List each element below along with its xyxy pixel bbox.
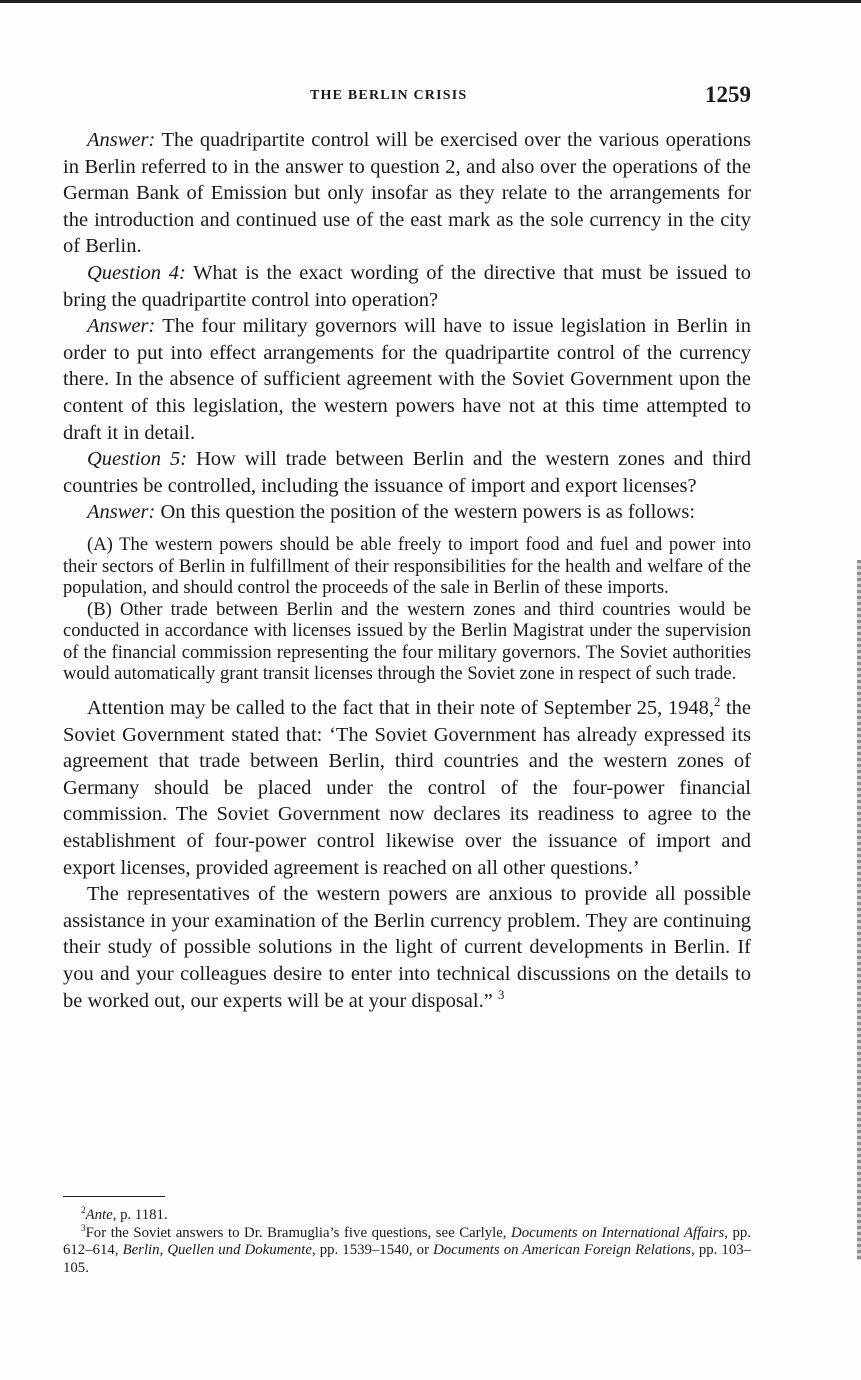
paragraph-question-4 (63, 260, 751, 313)
paragraph-text: The quadripartite control will be exercised over the various operations in Berlin referred to in the answer to question 2, and also over the operations of the German Bank of Emission but only insofar as they relate to the arrangements for the introduction and continued use of the east mark as the sole currency in the city of Berlin. (63, 129, 751, 258)
footnote-2 (63, 1207, 751, 1225)
paragraph-attention (63, 695, 751, 881)
paragraph-text: The four military governors will have to issue legislation in Berlin in order to put into effect arrangements for the quadripartite control of the currency there. In the absence of sufficient agreement with the Soviet Government upon the content of this legislation, the western powers have not at this time attempted to draft it in detail. (63, 315, 751, 444)
footnote-ante: Ante (85, 1207, 113, 1223)
footnote-text: , p. 1181. (112, 1207, 168, 1223)
footnote-text: , pp. 1539–1540, or (311, 1242, 434, 1258)
footnote-title: Berlin, Quellen und Dokumente (122, 1242, 312, 1258)
running-header (63, 84, 751, 112)
running-title: THE BERLIN CRISIS (310, 88, 468, 103)
paragraph-text: How will trade between Berlin and the western zones and third countries be controlled, including the issuance of import and export licenses? (63, 448, 751, 497)
sub-item-a: (A) The western powers should be able freely to import food and fuel and power into their sectors of Berlin in fulfillment of their responsibilities for the health and welfare of the population, and should control the proceeds of the sale in Berlin of these imports. (63, 533, 751, 599)
footnote-text: For the Soviet answers to Dr. Bramuglia’s five questions, see Carlyle, (85, 1224, 512, 1241)
sub-items-block (63, 534, 751, 685)
scan-top-edge (0, 0, 861, 3)
page-number: 1259 (705, 82, 751, 107)
paragraph-closing (63, 881, 751, 1014)
footnote-3 (63, 1222, 752, 1278)
paragraph-label: Answer: (87, 315, 156, 338)
footnote-text: , pp. 103–105. (63, 1242, 752, 1276)
paragraph-label: Question 5: (87, 448, 188, 471)
body-text (63, 127, 751, 1014)
footnote-ref-3: 3 (497, 987, 505, 1002)
footnote-mark: 2 (81, 1205, 86, 1216)
footnote-text: , pp. 612–614, (63, 1224, 751, 1258)
sub-item-b: (B) Other trade between Berlin and the western zones and third countries would be conducted in accordance with licenses issued by the Berlin Magistrat under the supervision of the financial commission representing the four military governors. The Soviet authorities would automatically grant transit licenses through the Soviet zone in respect of such trade. (63, 598, 751, 685)
paragraph-question-5 (63, 446, 751, 499)
paragraph-label: Question 4: (87, 261, 186, 284)
paragraph-text: On this question the position of the western powers is as follows: (155, 501, 696, 524)
footnotes (63, 1207, 751, 1277)
footnote-title: Documents on International Affairs (511, 1224, 725, 1241)
footnote-mark: 3 (81, 1222, 86, 1233)
paragraph-answer-4 (63, 313, 751, 446)
paragraph-answer-5 (63, 499, 751, 526)
attention-text-after: the Soviet Government stated that: ‘The Soviet Government has already expressed its agreement that trade between Berlin, third countries and the western zones of Germany should be placed under the control of the four-power financial commission. The Soviet Government now declares its readiness to agree to the establishment of four-power control likewise over the issuance of import and export licenses, provided agreement is reached on all other questions.’ (63, 697, 752, 879)
footnote-divider (63, 1196, 165, 1197)
attention-text-before: Attention may be called to the fact that in their note of September 25, 1948, (87, 697, 715, 720)
footnote-title: Documents on American Foreign Relations (433, 1242, 692, 1258)
closing-text: The representatives of the western powers are anxious to provide all possible assistance in your examination of the Berlin currency problem. They are continuing their study of possible solutions in the light of current developments in Berlin. If you and your colleagues desire to enter into technical discussions on the details to be worked out, our experts will be at your disposal.” (63, 883, 751, 1012)
paragraph-label: Answer: (87, 129, 156, 151)
paragraph-text: What is the exact wording of the directive that must be issued to bring the quadripartite control into operation? (63, 261, 751, 311)
paragraph-answer-3 (63, 127, 751, 260)
scan-right-edge (857, 560, 861, 1260)
paragraph-label: Answer: (87, 501, 156, 524)
footnote-ref-2: 2 (714, 695, 721, 710)
